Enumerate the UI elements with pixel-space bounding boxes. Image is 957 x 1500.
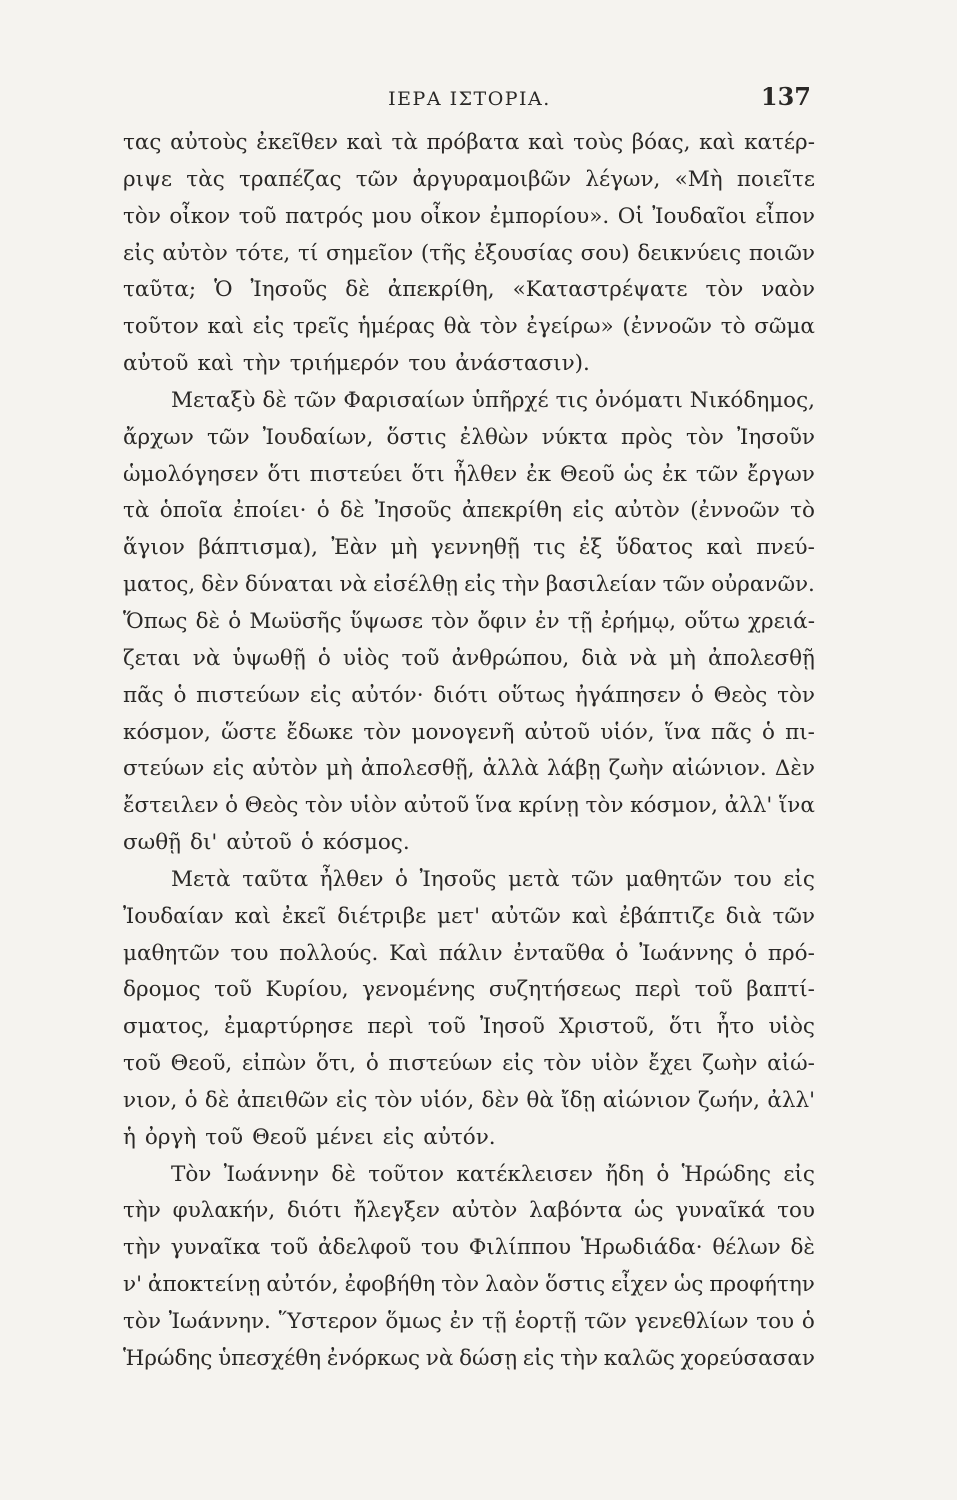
text-line: εἰς αὐτὸν τότε, τί σημεῖον (τῆς ἐξουσίας σου) δεικνύεις ποιῶν xyxy=(123,240,815,266)
text-line: τὸν Ἰωάννην. Ὕστερον ὅμως ἐν τῇ ἑορτῇ τῶν γενεθλίων του ὁ xyxy=(123,1309,815,1334)
text-line: ἡ ὀργὴ τοῦ Θεοῦ μένει εἰς αὐτόν. xyxy=(123,1124,496,1150)
text-line: τὰ ὁποῖα ἐποίει· ὁ δὲ Ἰησοῦς ἀπεκρίθη εἰς αὐτὸν (ἐννοῶν τὸ xyxy=(123,498,815,524)
text-line: τὸν οἶκον τοῦ πατρός μου οἶκον ἐμπορίου». Οἱ Ἰουδαῖοι εἶπον xyxy=(123,203,815,229)
body-text xyxy=(123,125,815,1378)
text-line: κόσμον, ὥστε ἔδωκε τὸν μονογενῆ αὐτοῦ υἱόν, ἵνα πᾶς ὁ πι- xyxy=(123,719,815,745)
text-line: Τὸν Ἰωάννην δὲ τοῦτον κατέκλεισεν ἤδη ὁ Ἡρώδης εἰς xyxy=(171,1161,815,1187)
text-line: τας αὐτοὺς ἐκεῖθεν καὶ τὰ πρόβατα καὶ τοὺς βόας, καὶ κατέρ- xyxy=(123,130,815,155)
text-line: νιον, ὁ δὲ ἀπειθῶν εἰς τὸν υἱόν, δὲν θὰ ἴδῃ αἰώνιον ζωήν, ἀλλ' xyxy=(123,1087,815,1113)
text-line: Ἡρώδης ὑπεσχέθη ἐνόρκως νὰ δώσῃ εἰς τὴν καλῶς χορεύσασαν xyxy=(123,1345,815,1371)
text-line: μαθητῶν του πολλούς. Καὶ πάλιν ἐνταῦθα ὁ Ἰωάννης ὁ πρό- xyxy=(123,940,815,966)
running-title: ΙΕΡΑ ΙΣΤΟΡΙΑ. xyxy=(388,88,551,110)
text-line: Ὅπως δὲ ὁ Μωϋσῆς ὕψωσε τὸν ὄφιν ἐν τῇ ἐρήμῳ, οὕτω χρειά- xyxy=(123,608,815,634)
text-line: ματος, δὲν δύναται νὰ εἰσέλθῃ εἰς τὴν βασιλείαν τῶν οὐρανῶν. xyxy=(123,572,815,598)
text-line: αὐτοῦ καὶ τὴν τριήμερόν του ἀνάστασιν). xyxy=(123,351,590,377)
text-line: ἄρχων τῶν Ἰουδαίων, ὅστις ἐλθὼν νύκτα πρὸς τὸν Ἰησοῦν xyxy=(123,424,815,450)
text-line: σωθῇ δι' αὐτοῦ ὁ κόσμος. xyxy=(123,830,410,856)
text-line: ζεται νὰ ὑψωθῇ ὁ υἱὸς τοῦ ἀνθρώπου, διὰ νὰ μὴ ἀπολεσθῇ xyxy=(123,645,815,671)
text-line: ριψε τὰς τραπέζας τῶν ἀργυραμοιβῶν λέγων, «Μὴ ποιεῖτε xyxy=(123,166,815,192)
text-line: ὡμολόγησεν ὅτι πιστεύει ὅτι ἦλθεν ἐκ Θεοῦ ὡς ἐκ τῶν ἔργων xyxy=(123,461,815,487)
text-line: ταῦτα; Ὁ Ἰησοῦς δὲ ἀπεκρίθη, «Καταστρέψατε τὸν ναὸν xyxy=(123,277,815,303)
text-line: στεύων εἰς αὐτὸν μὴ ἀπολεσθῇ, ἀλλὰ λάβῃ ζωὴν αἰώνιον. Δὲν xyxy=(123,756,815,782)
running-head xyxy=(128,82,811,114)
text-line: τοῦ Θεοῦ, εἰπὼν ὅτι, ὁ πιστεύων εἰς τὸν υἱὸν ἔχει ζωὴν αἰώ- xyxy=(123,1051,815,1077)
text-line: τοῦτον καὶ εἰς τρεῖς ἡμέρας θὰ τὸν ἐγείρω» (ἐννοῶν τὸ σῶμα xyxy=(123,314,815,340)
page-number: 137 xyxy=(760,82,811,111)
text-line: σματος, ἐμαρτύρησε περὶ τοῦ Ἰησοῦ Χριστοῦ, ὅτι ἦτο υἱὸς xyxy=(123,1014,815,1040)
text-line: Ἰουδαίαν καὶ ἐκεῖ διέτριβε μετ' αὐτῶν καὶ ἐβάπτιζε διὰ τῶν xyxy=(123,903,815,929)
text-line: ἅγιον βάπτισμα), Ἐὰν μὴ γεννηθῇ τις ἐξ ὕδατος καὶ πνεύ- xyxy=(123,535,815,561)
text-line: Μετὰ ταῦτα ἦλθεν ὁ Ἰησοῦς μετὰ τῶν μαθητῶν του εἰς xyxy=(171,866,815,892)
text-line: ἔστειλεν ὁ Θεὸς τὸν υἱὸν αὐτοῦ ἵνα κρίνῃ τὸν κόσμον, ἀλλ' ἵνα xyxy=(123,793,815,819)
text-line: δρομος τοῦ Κυρίου, γενομένης συζητήσεως περὶ τοῦ βαπτί- xyxy=(123,977,815,1003)
text-line: τὴν φυλακήν, διότι ἤλεγξεν αὐτὸν λαβόντα ὡς γυναῖκά του xyxy=(123,1198,815,1224)
text-line: πᾶς ὁ πιστεύων εἰς αὐτόν· διότι οὕτως ἠγάπησεν ὁ Θεὸς τὸν xyxy=(123,682,815,708)
text-line: Μεταξὺ δὲ τῶν Φαρισαίων ὑπῆρχέ τις ὀνόματι Νικόδημος, xyxy=(171,387,815,413)
text-line: ν' ἀποκτείνῃ αὐτόν, ἐφοβήθη τὸν λαὸν ὅστις εἶχεν ὡς προφήτην xyxy=(123,1272,815,1298)
text-line: τὴν γυναῖκα τοῦ ἀδελφοῦ του Φιλίππου Ἡρωδιάδα· θέλων δὲ xyxy=(123,1235,815,1261)
